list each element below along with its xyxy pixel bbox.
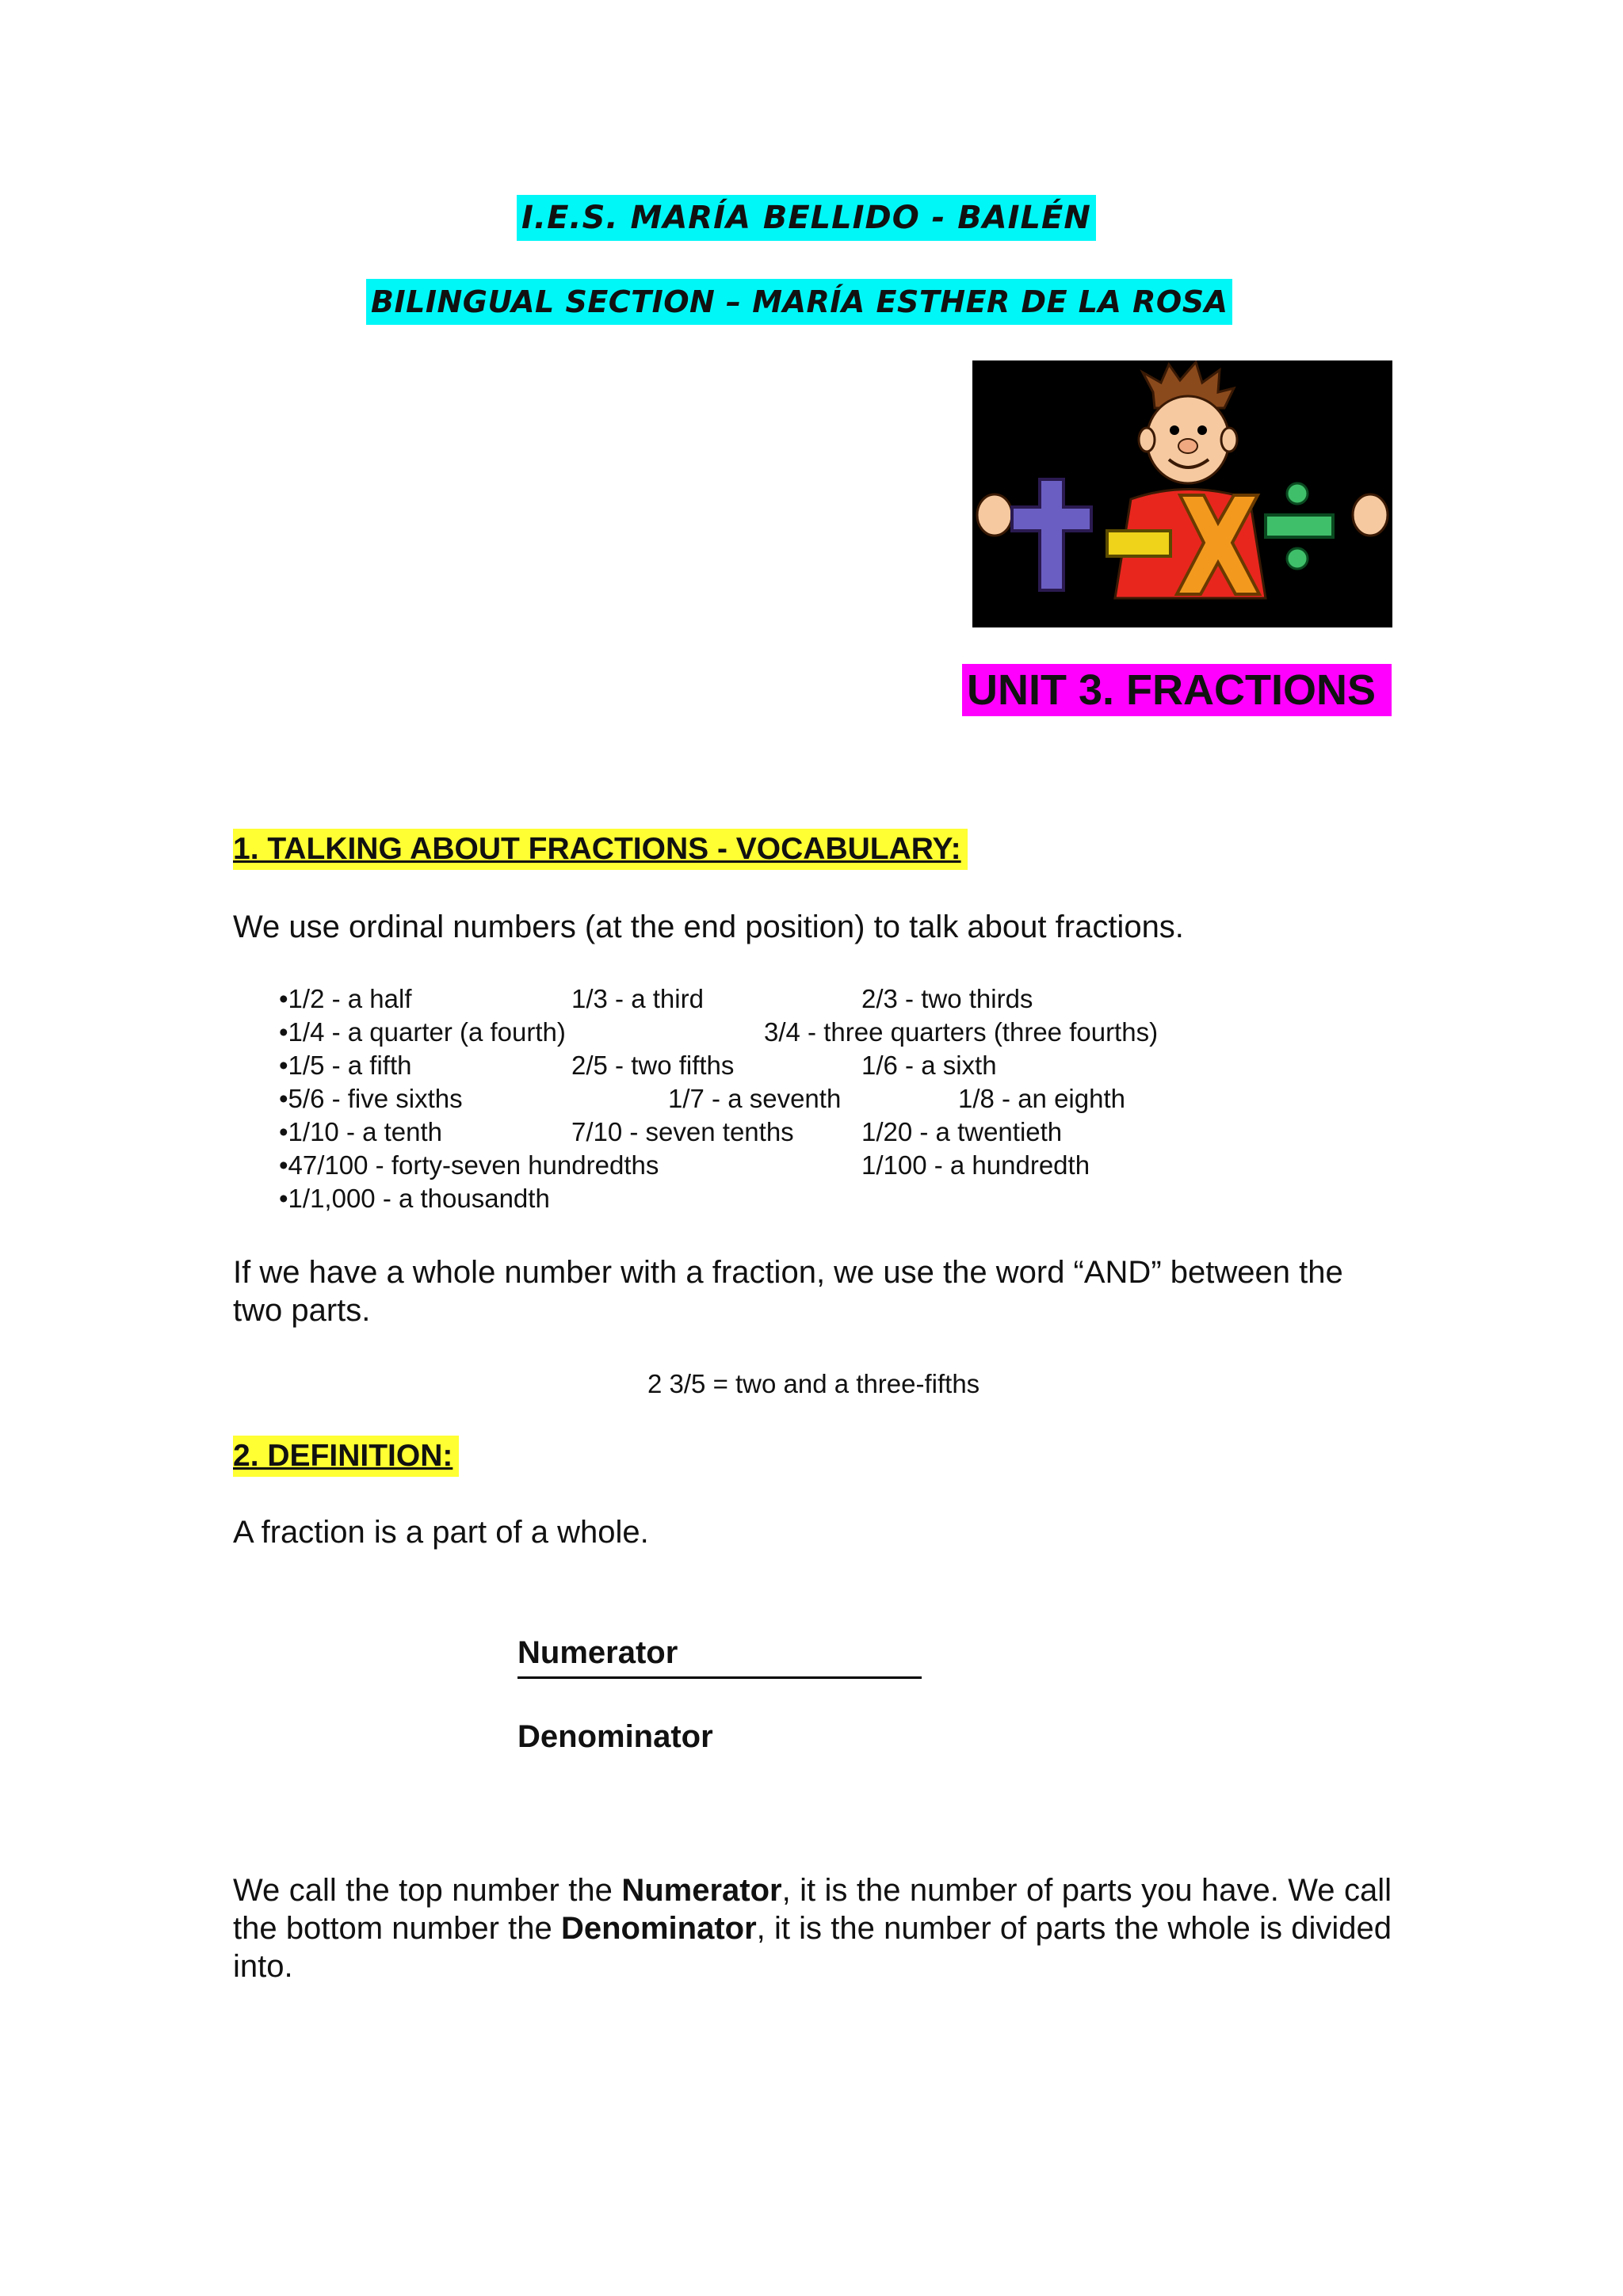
explain-text: , it is the number of parts the whole is divided into. [233,1911,1392,1984]
vocab-item: 1/6 - a sixth [861,1051,997,1080]
denominator-label: Denominator [517,1719,713,1754]
vocab-item: 1/8 - an eighth [958,1084,1125,1113]
vocab-item: •1/2 - a half [279,984,412,1013]
vocab-item: •1/5 - a fifth [279,1051,412,1080]
bilingual-section-title: BILINGUAL SECTION – MARÍA ESTHER DE LA ROSA [366,279,1232,325]
vocab-item: 1/3 - a third [571,984,704,1013]
vocab-item: •1/4 - a quarter (a fourth) [279,1017,566,1047]
vocab-item: 1/100 - a hundredth [861,1150,1090,1180]
vocab-item: 1/7 - a seventh [668,1084,842,1113]
section1-heading: 1. TALKING ABOUT FRACTIONS - VOCABULARY: [233,829,968,870]
explain-text: We call the top number the [233,1873,622,1908]
vocab-item: •5/6 - five sixths [279,1084,463,1113]
vocab-item: 2/3 - two thirds [861,984,1033,1013]
school-name: I.E.S. MARÍA BELLIDO - BAILÉN [517,195,1096,241]
numerator-label: Numerator [517,1635,678,1670]
section2-heading: 2. DEFINITION: [233,1436,459,1477]
math-operators-clipart [972,360,1392,627]
numerator-denominator-explanation [233,1871,1392,1985]
vocab-item: 7/10 - seven tenths [571,1117,794,1146]
vocab-item: 1/20 - a twentieth [861,1117,1063,1146]
vocab-item: •1/1,000 - a thousandth [279,1184,550,1213]
mixed-number-example: 2 3/5 = two and a three-fifths [647,1369,980,1398]
vocab-item: •47/100 - forty-seven hundredths [279,1150,659,1180]
explain-denominator-term: Denominator [560,1911,757,1946]
section1-intro: We use ordinal numbers (at the end position) to talk about fractions. [233,910,1184,944]
explain-text: , it is the number of parts you have. We call the bottom number the [233,1873,1392,1946]
unit-title: UNIT 3. FRACTIONS [962,664,1392,716]
whole-number-note-line2: two parts. [233,1293,371,1328]
fraction-bar [517,1676,922,1679]
whole-number-note-line1: If we have a whole number with a fraction, we use the word “AND” between the [233,1255,1343,1290]
definition-text: A fraction is a part of a whole. [233,1515,649,1550]
explain-numerator-term: Numerator [621,1873,782,1908]
vocab-item: 2/5 - two fifths [571,1051,735,1080]
vocab-item: 3/4 - three quarters (three fourths) [764,1017,1159,1047]
vocab-item: •1/10 - a tenth [279,1117,443,1146]
